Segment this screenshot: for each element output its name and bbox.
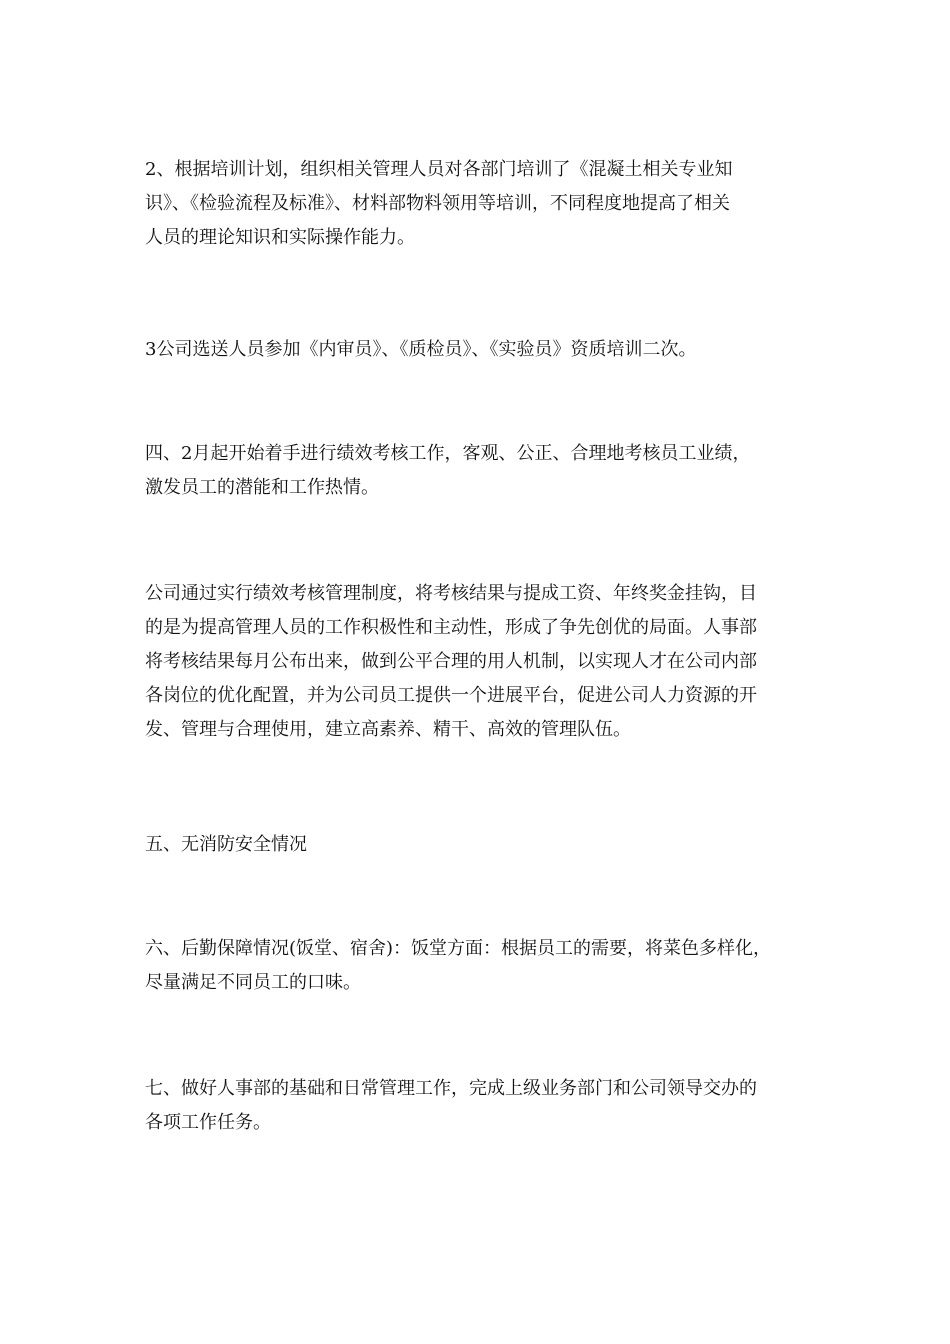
text-line: 人员的理论知识和实际操作能力。 — [145, 227, 415, 248]
paragraph-logistics — [145, 932, 825, 1000]
paragraph-training-plan — [145, 153, 825, 255]
text-line: 尽量满足不同员工的口味。 — [145, 972, 361, 993]
text-line: 2、根据培训计划，组织相关管理人员对各部门培训了《混凝土相关专业知 — [145, 159, 733, 180]
text-line: 发、管理与合理使用，建立高素养、精干、高效的管理队伍。 — [145, 719, 631, 740]
text-line: 激发员工的潜能和工作热情。 — [145, 477, 379, 498]
paragraph-qualification-training — [145, 333, 825, 367]
text-line: 六、后勤保障情况(饭堂、宿舍)：饭堂方面：根据员工的需要，将菜色多样化， — [145, 938, 772, 959]
text-line: 3公司选送人员参加《内审员》、《质检员》、《实验员》资质培训二次。 — [145, 339, 697, 360]
text-line: 五、无消防安全情况 — [145, 834, 307, 855]
text-line: 各项工作任务。 — [145, 1112, 271, 1133]
text-line: 各岗位的优化配置，并为公司员工提供一个进展平台，促进公司人力资源的开 — [145, 685, 757, 706]
paragraph-hr-management — [145, 1072, 825, 1140]
text-line: 将考核结果每月公布出来，做到公平合理的用人机制，以实现人才在公司内部 — [145, 651, 757, 672]
text-line: 的是为提高管理人员的工作积极性和主动性，形成了争先创优的局面。人事部 — [145, 617, 757, 638]
paragraph-fire-safety — [145, 828, 825, 862]
paragraph-performance-review — [145, 437, 825, 505]
text-line: 公司通过实行绩效考核管理制度，将考核结果与提成工资、年终奖金挂钩，目 — [145, 583, 757, 604]
text-line: 识》、《检验流程及标准》、材料部物料领用等培训，不同程度地提高了相关 — [145, 193, 730, 214]
paragraph-performance-system — [145, 577, 825, 747]
text-line: 四、2月起开始着手进行绩效考核工作，客观、公正、合理地考核员工业绩， — [145, 443, 751, 464]
text-line: 七、做好人事部的基础和日常管理工作，完成上级业务部门和公司领导交办的 — [145, 1078, 757, 1099]
